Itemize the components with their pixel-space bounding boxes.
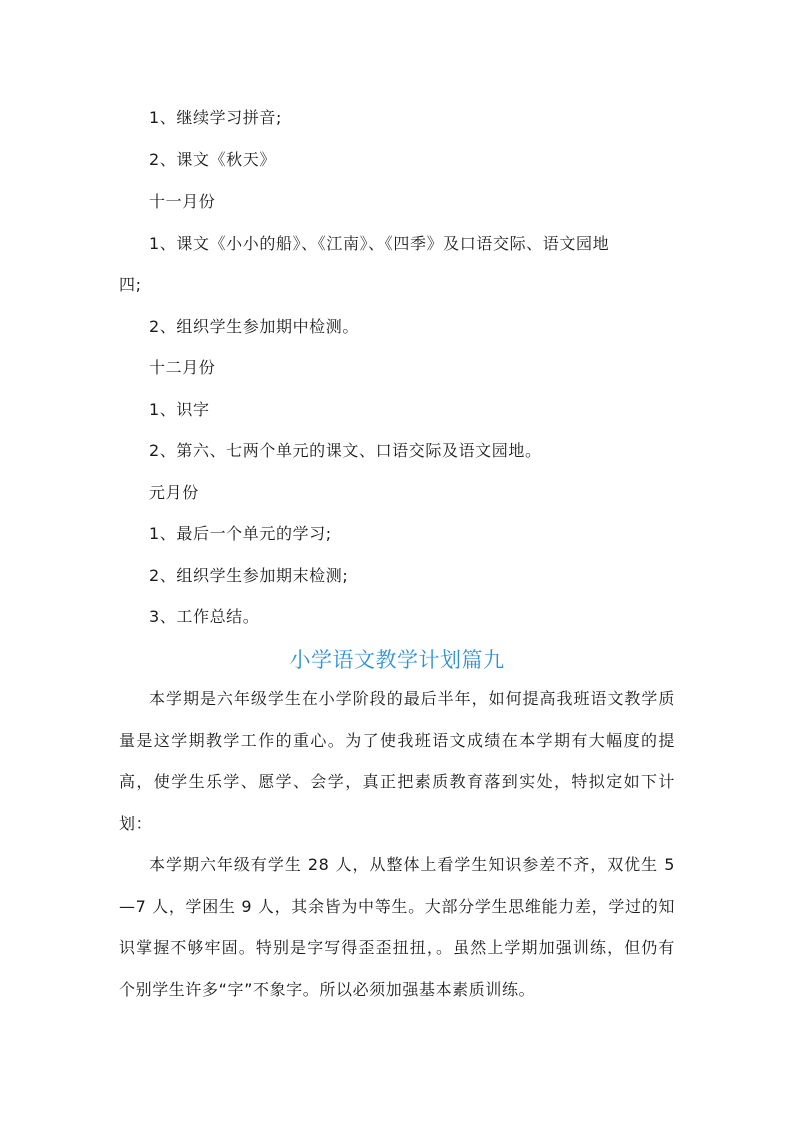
section-heading: 小学语文教学计划篇九 [289,648,505,672]
list-item-continuation: 四; [119,275,142,294]
list-item: 2、课文《秋天》 [149,150,276,169]
month-heading: 十一月份 [149,192,216,211]
body-paragraph: 本学期六年级有学生 28 人，从整体上看学生知识参差不齐，双优生 5—7 人，学困生 9 人，其余皆为中等生。大部分学生思维能力差，学过的知识掌握不够牢固。特别是字写得歪歪扭扭，。虽然上学期加强训练，但仍有个别学生许多“字”不象字。所以必须加强基本素质训练。 [119,855,675,999]
body-paragraph: 本学期是六年级学生在小学阶段的最后半年，如何提高我班语文教学质量是这学期教学工作的重心。为了使我班语文成绩在本学期有大幅度的提高，使学生乐学、愿学、会学，真正把素质教育落到实处，特拟定如下计划： [119,689,675,833]
list-item: 1、继续学习拼音; [149,108,282,127]
list-item: 1、识字 [149,400,210,419]
list-item: 2、第六、七两个单元的课文、口语交际及语文园地。 [149,441,542,460]
list-item: 1、课文《小小的船》、《江南》、《四季》及口语交际、语文园地 [149,234,610,253]
month-heading: 元月份 [149,483,199,502]
list-item: 2、组织学生参加期中检测。 [149,317,359,336]
list-item: 2、组织学生参加期末检测; [149,566,349,585]
list-item: 1、最后一个单元的学习; [149,524,332,543]
list-item: 3、工作总结。 [149,607,260,626]
month-heading: 十二月份 [149,358,216,377]
